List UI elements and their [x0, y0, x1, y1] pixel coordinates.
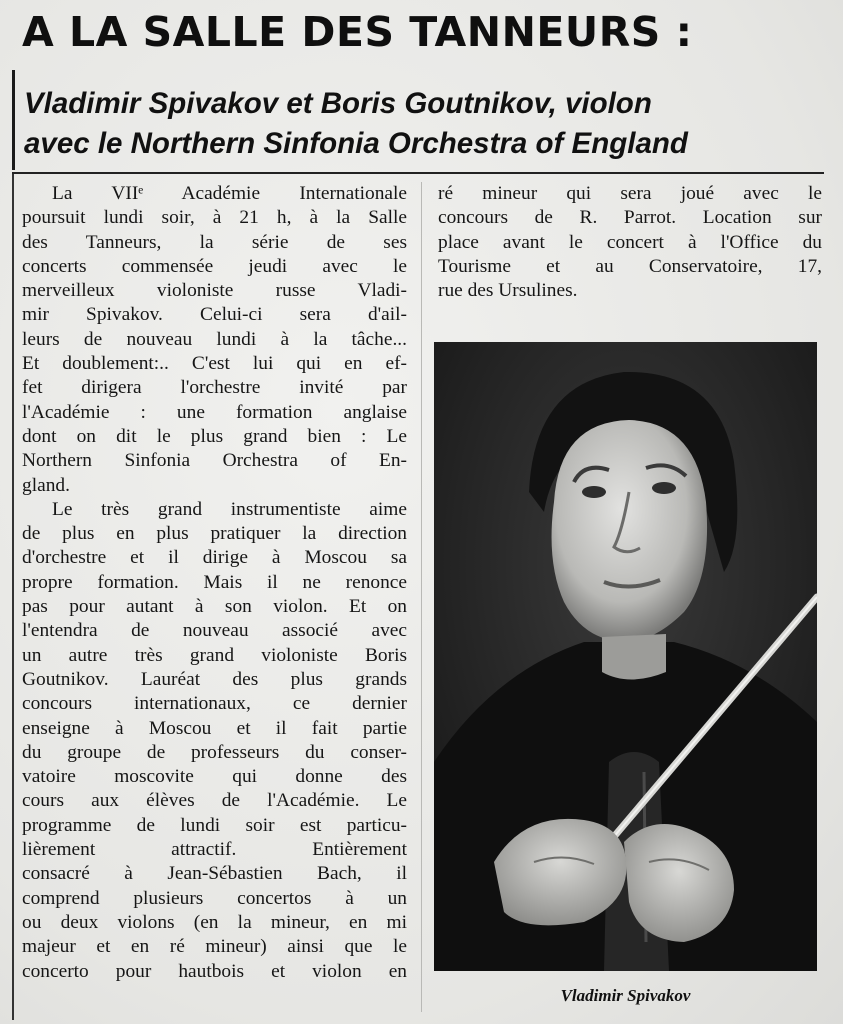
article-line: l'Académie : une formation anglaise — [22, 401, 407, 423]
headline: A LA SALLE DES TANNEURS : — [22, 8, 693, 56]
article-line: propre formation. Mais il ne renonce — [22, 571, 407, 593]
article-line: La VIIᵉ Académie Internationale — [52, 183, 407, 204]
article-line: Le très grand instrumentiste aime — [52, 498, 407, 520]
article-line: Et doublement:.. C'est lui qui en ef- — [22, 353, 407, 375]
portrait-illustration — [434, 342, 817, 971]
article-line: des Tanneurs, la série de ses — [22, 231, 407, 253]
article-line: un autre très grand violoniste Boris — [22, 644, 407, 666]
horizontal-rule — [12, 172, 824, 174]
article-line: Goutnikov. Lauréat des plus grands — [22, 668, 407, 690]
article-line: concerto pour hautbois et violon en — [22, 960, 407, 982]
article-column-right — [438, 182, 822, 303]
column-rule — [12, 174, 14, 1020]
article-line: place avant le concert à l'Office du — [438, 231, 822, 253]
article-line: concours internationaux, ce dernier — [22, 693, 407, 715]
article-line: du groupe de professeurs du conser- — [22, 741, 407, 763]
article-line: vatoire moscovite qui donne des — [22, 766, 407, 788]
article-line: majeur et en ré mineur) ainsi que le — [22, 936, 407, 958]
article-line: Tourisme et au Conservatoire, 17, — [438, 255, 822, 277]
article-line: ré mineur qui sera joué avec le — [438, 183, 822, 204]
article-line: concours de R. Parrot. Location sur — [438, 207, 822, 229]
article-line: leurs de nouveau lundi à la tâche... — [22, 328, 407, 350]
article-line: poursuit lundi soir, à 21 h, à la Salle — [22, 207, 407, 229]
article-line: Northern Sinfonia Orchestra of En- — [22, 450, 407, 472]
article-line: fet dirigera l'orchestre invité par — [22, 377, 407, 399]
photo-caption: Vladimir Spivakov — [560, 986, 691, 1005]
article-line: gland. — [22, 474, 70, 496]
article-line: pas pour autant à son violon. Et on — [22, 596, 407, 618]
article-line: consacré à Jean-Sébastien Bach, il — [22, 863, 407, 885]
article-line: de plus en plus pratiquer la direction — [22, 523, 407, 545]
article-line: programme de lundi soir est particu- — [22, 814, 407, 836]
article-line: comprend plusieurs concertos à un — [22, 887, 407, 909]
vertical-rule — [12, 70, 15, 170]
article-column-left — [22, 182, 407, 984]
article-line: d'orchestre et il dirige à Moscou sa — [22, 547, 407, 569]
article-line: dont on dit le plus grand bien : Le — [22, 425, 407, 447]
article-line: merveilleux violoniste russe Vladi- — [22, 280, 407, 302]
portrait-photo — [434, 342, 817, 971]
article-line: concerts commensée jeudi avec le — [22, 255, 407, 277]
subheadline-line: avec le Northern Sinfonia Orchestra of England — [24, 127, 688, 160]
article-line: rue des Ursulines. — [438, 280, 578, 302]
article-line: mir Spivakov. Celui-ci sera d'ail- — [22, 304, 407, 326]
article-line: ou deux violons (en la mineur, en mi — [22, 911, 407, 933]
subheadline — [24, 84, 824, 164]
column-separator — [421, 182, 422, 1012]
article-line: enseigne à Moscou et il fait partie — [22, 717, 407, 739]
article-line: lièrement attractif. Entièrement — [22, 839, 407, 861]
article-line: cours aux élèves de l'Académie. Le — [22, 790, 407, 812]
article-line: l'entendra de nouveau associé avec — [22, 620, 407, 642]
subheadline-line: Vladimir Spivakov et Boris Goutnikov, violon — [24, 87, 652, 120]
